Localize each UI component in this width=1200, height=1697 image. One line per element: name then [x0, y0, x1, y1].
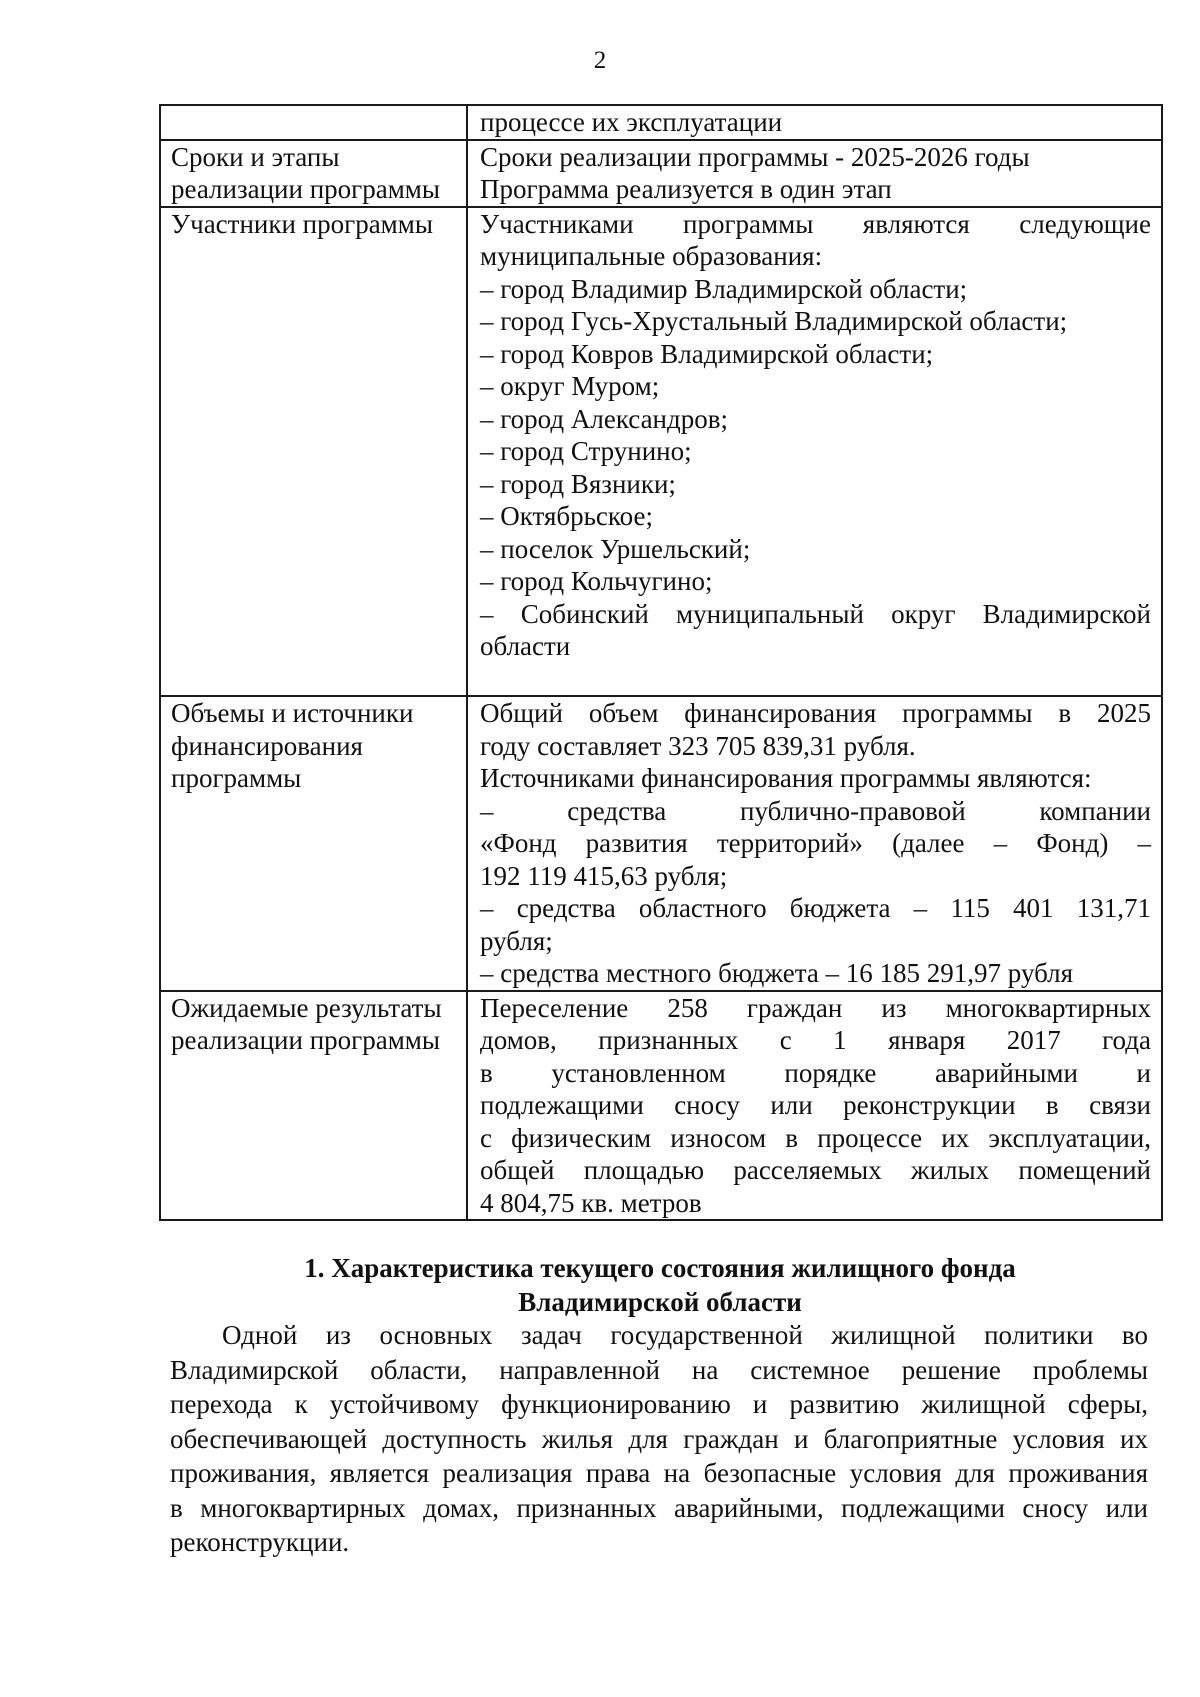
- row-label-line: программы: [171, 763, 302, 793]
- row-content-line: – город Ковров Владимирской области;: [480, 338, 934, 369]
- row-label-cell: [160, 105, 467, 140]
- table-row: [160, 207, 1162, 697]
- row-content-line: Сроки реализации программы - 2025-2026 годы: [480, 141, 1030, 172]
- row-content-line: «Фонд развития территорий» (далее – Фонд) –: [480, 828, 1151, 858]
- table-row: [160, 991, 1162, 1221]
- row-content-line: муниципальные образования:: [480, 241, 823, 271]
- row-content-line: подлежащими сносу или реконструкции в связи: [480, 1090, 1151, 1120]
- row-content-line: 192 119 415,63 рубля;: [480, 860, 728, 891]
- row-label-line: Ожидаемые результаты: [171, 992, 442, 1023]
- section-heading: [159, 1251, 1161, 1319]
- row-content-line: 4 804,75 кв. метров: [480, 1187, 702, 1218]
- row-content-line: в установленном порядке аварийными и: [480, 1057, 1151, 1088]
- paragraph-line: реконструкции.: [170, 1527, 350, 1557]
- row-label-cell: [160, 991, 467, 1221]
- row-content-line: Переселение 258 граждан из многоквартирных: [480, 992, 1151, 1023]
- row-content-line: – город Александров;: [480, 403, 728, 434]
- row-content-line: Участниками программы являются следующие: [480, 208, 1151, 239]
- row-label-line: финансирования: [171, 730, 363, 761]
- section-heading-line-2: Владимирской области: [518, 1287, 802, 1317]
- row-content-line: году составляет 323 705 839,31 рубля.: [480, 730, 916, 761]
- row-content-cell: [467, 140, 1162, 207]
- row-content-line: – город Кольчугино;: [480, 566, 713, 596]
- row-label-cell: [160, 696, 467, 991]
- row-content-line: – город Гусь-Хрустальный Владимирской области;: [480, 306, 1068, 336]
- row-content-line: общей площадью расселяемых жилых помещений: [480, 1155, 1151, 1185]
- row-content-line: Программа реализуется в один этап: [480, 174, 892, 204]
- row-content-line: [480, 663, 1151, 696]
- table-row: [160, 105, 1162, 140]
- paragraph-line: Владимирской области, направленной на системное решение проблемы: [170, 1354, 1148, 1385]
- row-content-line: процессе их эксплуатации: [480, 107, 783, 137]
- paragraph-line: проживания, является реализация права на безопасные условия для проживания: [170, 1458, 1148, 1488]
- row-label-cell: [160, 207, 467, 697]
- paragraph-line: обеспечивающей доступность жилья для граждан и благоприятные условия их: [170, 1423, 1148, 1454]
- row-label-line: реализации программы: [171, 1025, 441, 1055]
- row-content-line: – средства областного бюджета – 115 401 131,71: [480, 893, 1151, 923]
- row-content-line: с физическим износом в процессе их эксплуатации,: [480, 1122, 1151, 1153]
- row-content-line: – город Струнино;: [480, 436, 692, 466]
- row-label-line: Объемы и источники: [171, 698, 414, 728]
- paragraph-line: в многоквартирных домах, признанных аварийными, подлежащими сносу или: [170, 1492, 1148, 1523]
- row-label-line: Участники программы: [171, 208, 433, 239]
- section-heading-line-1: 1. Характеристика текущего состояния жилищного фонда: [304, 1253, 1016, 1283]
- row-label-line: Сроки и этапы: [171, 141, 340, 172]
- row-label-cell: [160, 140, 467, 207]
- row-content-line: Источниками финансирования программы являются:: [480, 763, 1092, 793]
- row-content-cell: [467, 696, 1162, 991]
- row-content-line: – округ Муром;: [480, 371, 660, 401]
- row-content-line: – город Владимир Владимирской области;: [480, 273, 968, 304]
- row-content-line: домов, признанных с 1 января 2017 года: [480, 1025, 1151, 1055]
- row-content-line: – Октябрьское;: [480, 501, 653, 531]
- row-content-line: – средства местного бюджета – 16 185 291,97 рубля: [480, 958, 1074, 988]
- row-label-line: реализации программы: [171, 174, 441, 204]
- program-passport-table: [159, 104, 1163, 1221]
- table-row: [160, 696, 1162, 991]
- row-content-cell: [467, 207, 1162, 697]
- row-content-line: – средства публично-правовой компании: [480, 795, 1151, 826]
- table-row: [160, 140, 1162, 207]
- paragraph-line: перехода к устойчивому функционированию и развитию жилищной сферы,: [170, 1389, 1148, 1419]
- row-content-cell: [467, 991, 1162, 1221]
- paragraph-line: Одной из основных задач государственной жилищной политики во: [222, 1320, 1148, 1350]
- row-content-line: – поселок Уршельский;: [480, 533, 751, 564]
- row-content-cell: [467, 105, 1162, 140]
- row-content-line: Общий объем финансирования программы в 2025: [480, 698, 1151, 728]
- row-content-line: рубля;: [480, 925, 553, 956]
- row-content-line: области: [480, 631, 571, 661]
- row-content-line: – город Вязники;: [480, 468, 676, 499]
- page-number: 2: [593, 47, 607, 74]
- section-paragraph: [170, 1318, 1148, 1560]
- row-content-line: – Собинский муниципальный округ Владимирской: [480, 598, 1151, 629]
